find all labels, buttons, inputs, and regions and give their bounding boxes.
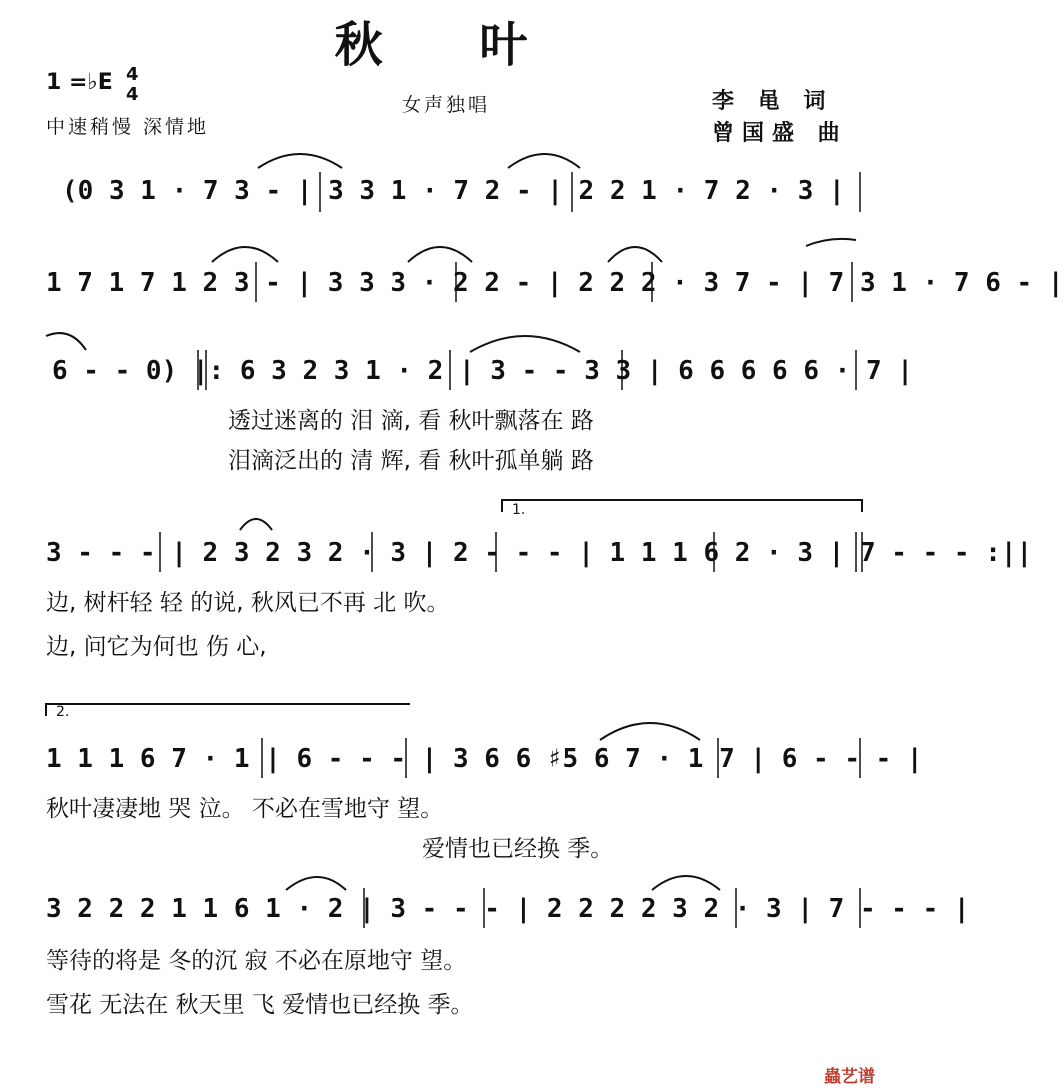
song-title: 秋 叶: [334, 17, 568, 73]
lyric-line-3-verse-2: 泪滴泛出的 清 辉, 看 秋叶孤单躺 路: [228, 448, 594, 474]
lyric-line-6-verse-2: 雪花 无法在 秋天里 飞 爱情也已经换 季。: [46, 992, 474, 1018]
time-signature-bottom: 4: [126, 84, 139, 105]
notation-line-1: (0 3 1 · 7 3 - | 3 3 1 · 7 2 - | 2 2 1 · 7 2 · 3 |: [62, 176, 845, 206]
volta-1-label: 1.: [512, 502, 526, 518]
notation-line-2: 1 7 1 7 1 2 3 - | 3 3 3 · 2 2 - | 2 2 2 · 3 7 - | 7 3 1 · 7 6 - |: [46, 268, 1063, 298]
key-signature: 1 =♭E: [46, 70, 113, 95]
performance-note: 女声独唱: [402, 94, 491, 116]
composer-credit: 曾国盛 曲: [712, 121, 848, 146]
lyric-line-3-verse-1: 透过迷离的 泪 滴, 看 秋叶飘落在 路: [228, 408, 594, 434]
time-signature-top: 4: [126, 64, 139, 85]
tempo-marking: 中速稍慢 深情地: [46, 116, 210, 138]
lyric-line-4-verse-2: 边, 问它为何也 伤 心,: [46, 634, 267, 660]
notation-line-6: 3 2 2 2 1 1 6 1 · 2 | 3 - - - | 2 2 2 2 3 2 · 3 | 7 - - - |: [46, 894, 970, 924]
watermark-logo: 蟲艺谱: [824, 1067, 875, 1087]
lyricist-credit: 李 黾 词: [712, 89, 834, 114]
lyric-line-5-verse-2: 爱情也已经换 季。: [422, 836, 614, 862]
notation-line-4: 3 - - - | 2 3 2 3 2 · 3 | 2 - - - | 1 1 1 6 2 · 3 | 7 - - - :||: [46, 538, 1033, 568]
volta-2-label: 2.: [56, 704, 70, 720]
notation-line-5: 1 1 1 6 7 · 1 | 6 - - - | 3 6 6 ♯5 6 7 · 1 7 | 6 - - - |: [46, 744, 923, 774]
lyric-line-5-verse-1: 秋叶凄凄地 哭 泣。 不必在雪地守 望。: [46, 796, 444, 822]
lyric-line-6-verse-1: 等待的将是 冬的沉 寂 不必在原地守 望。: [46, 948, 467, 974]
lyric-line-4-verse-1: 边, 树杆轻 轻 的说, 秋风已不再 北 吹。: [46, 590, 450, 616]
notation-line-3: 6 - - 0) |: 6 3 2 3 1 · 2 | 3 - - 3 3 | 6 6 6 6 6 · 7 |: [52, 356, 913, 386]
